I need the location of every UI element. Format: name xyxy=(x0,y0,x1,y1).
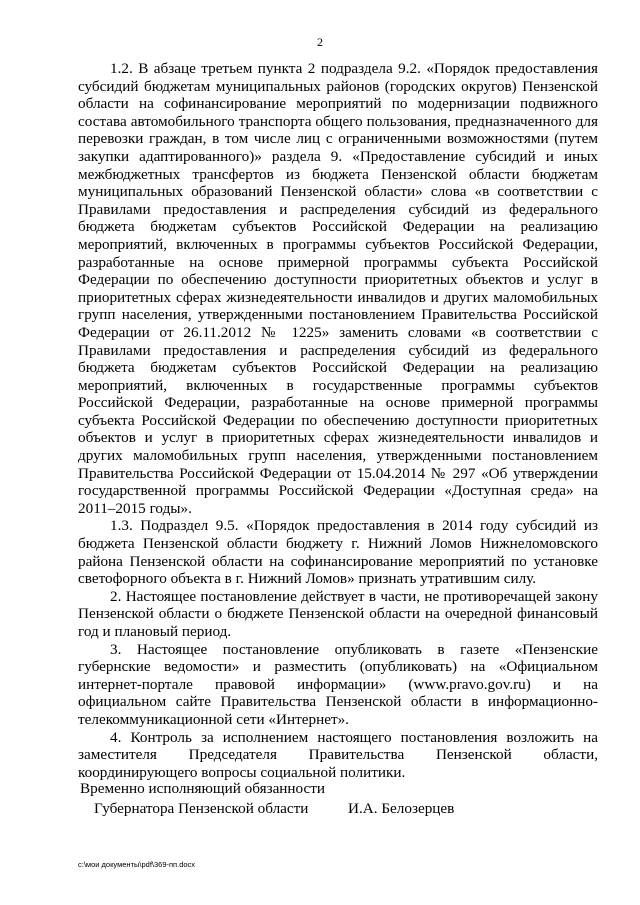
paragraph-2: 2. Настоящее постановление действует в части, не противоречащей закону Пензенской области о бюджете Пензенской области на очередной финансовый год и плановый период. xyxy=(78,587,598,640)
file-path: c:\мои документы\pdf\369-пп.docx xyxy=(78,860,196,869)
paragraph-3: 3. Настоящее постановление опубликовать в газете «Пензенские губернские ведомости» и разместить (опубликовать) на «Официальном интернет-портале правовой информации» (www.pravo.gov.ru) и на официальном сайте Правительства Пензенской области в информационно-телекоммуникационной сети «Интернет». xyxy=(78,640,598,728)
page-number: 2 xyxy=(317,35,323,49)
signature-title-line1: Временно исполняющий обязанности xyxy=(80,780,326,797)
paragraph-1-3: 1.3. Подраздел 9.5. «Порядок предоставления в 2014 году субсидий из бюджета Пензенской области бюджету г. Нижний Ломов Нижнеломовского района Пензенской области на софинансирование мероприятий по установке светофорного объекта в г. Нижний Ломов» признать утратившим силу. xyxy=(78,517,598,588)
signatory-name: И.А. Белозерцев xyxy=(348,800,455,817)
paragraph-1-2: 1.2. В абзаце третьем пункта 2 подраздела 9.2. «Порядок предоставления субсидий бюджетам муниципальных районов (городских округов) Пензенской области на софинансирование мероприятий по модернизации подвижного состава автомобильного транспорта общего пользования, предназначенного для перевозки граждан, в том числе лиц с ограниченными возможностями (путем закупки адаптированного)» раздела 9. «Предоставление субсидий и иных межбюджетных трансфертов из бюджета Пензенской области бюджетам муниципальных образований Пензенской области» слова «в соответствии с Правилами предоставления и распределения субсидий из федерального бюджета бюджетам субъектов Российской Федерации на реализацию мероприятий, включенных в программы субъектов Российской Федерации, разработанные на основе примерной программы субъекта Российской Федерации по обеспечению доступности приоритетных объектов и услуг в приоритетных сферах жизнедеятельности инвалидов и других маломобильных групп населения, утвержденными постановлением Правительства Российской Федерации от 26.11.2012 № 1225» заменить словами «в соответствии с Правилами предоставления и распределения субсидий из федерального бюджета бюджетам субъектов Российской Федерации на реализацию мероприятий, включенных в государственные программы субъектов Российской Федерации, разработанные на основе примерной программы субъекта Российской Федерации по обеспечению доступности приоритетных объектов и услуг в приоритетных сферах жизнедеятельности инвалидов и других маломобильных групп населения, утвержденными постановлением Правительства Российской Федерации от 15.04.2014 № 297 «Об утверждении государственной программы Российской Федерации «Доступная среда» на 2011–2015 годы». xyxy=(78,60,598,517)
paragraph-4: 4. Контроль за исполнением настоящего постановления возложить на заместителя Председателя Правительства Пензенской области, координирующего вопросы социальной политики. xyxy=(78,728,598,781)
signature-title-line2: Губернатора Пензенской области xyxy=(94,800,309,817)
signature-title xyxy=(80,779,325,819)
document-body xyxy=(78,60,598,781)
